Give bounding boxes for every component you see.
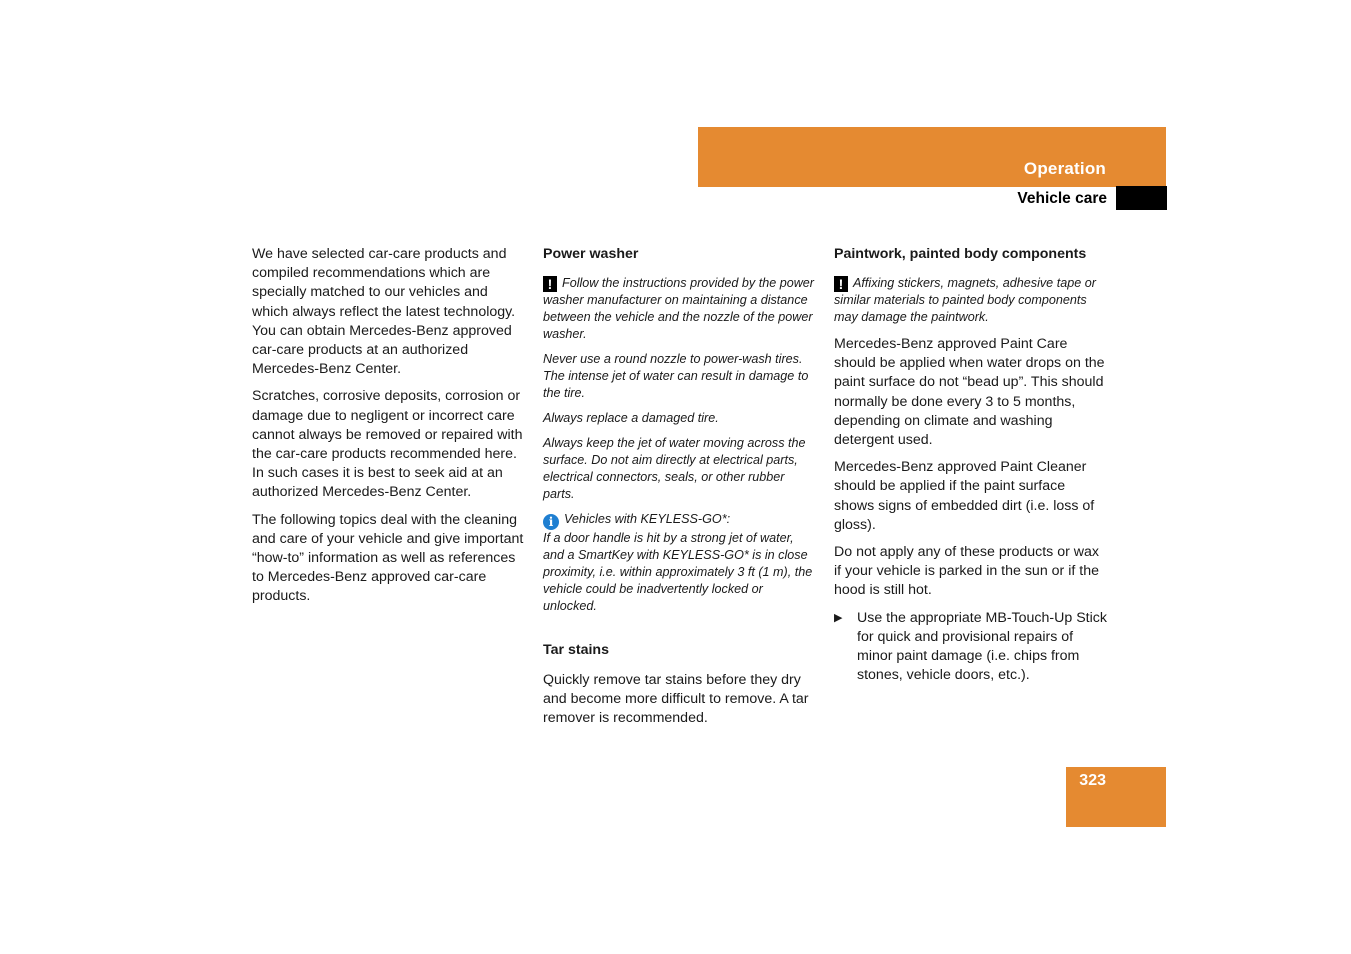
power-washer-heading: Power washer [543,246,639,262]
tar-stains-heading: Tar stains [543,642,609,658]
header-band [698,127,1166,187]
column-paintwork [834,245,1109,685]
info-title: Vehicles with KEYLESS-GO*: [564,512,731,526]
no-wax-paragraph: Do not apply any of these products or wax if your vehicle is parked in the sun or if the hood is still hot. [834,544,1099,599]
scratches-paragraph: Scratches, corrosive deposits, corrosion or damage due to negligent or incorrect care cannot always be removed or repaired with the car-care products recommended here. In such cases it is best to seek aid at an authorized Mercedes-Benz Center. [252,388,523,501]
power-washer-warning [543,275,818,343]
keyless-go-info [543,511,818,615]
paint-care-paragraph: Mercedes-Benz approved Paint Care should be applied when water drops on the paint surface do not “bead up”. This should normally be done every 3 to 5 months, depending on climate and washing detergent used. [834,336,1105,449]
jet-moving-note: Always keep the jet of water moving across the surface. Do not aim directly at electrical parts, electrical connectors, seals, or other rubber parts. [543,436,806,501]
warning-icon: ! [543,276,557,292]
header-tab-marker [1116,186,1167,210]
paintwork-warning [834,275,1109,326]
replace-tire-note: Always replace a damaged tire. [543,411,719,425]
touch-up-bullet [834,609,1109,686]
subsection-title: Vehicle care [1017,190,1107,207]
triangle-bullet-icon: ▶ [834,611,843,624]
paint-cleaner-paragraph: Mercedes-Benz approved Paint Cleaner should be applied if the paint surface shows signs of embedded dirt (i.e. loss of gloss). [834,459,1095,533]
page-number-box [1066,767,1166,827]
section-title: Operation [1023,159,1106,178]
warning-text: Affixing stickers, magnets, adhesive tape or similar materials to painted body components may damage the paintwork. [834,276,1096,324]
paintwork-heading: Paintwork, painted body components [834,246,1087,262]
page-number: 323 [1079,772,1106,789]
column-power-washer [543,245,818,737]
info-text: If a door handle is hit by a strong jet of water, and a SmartKey with KEYLESS-GO* is in close proximity, i.e. within approximately 3 ft (1 m), the vehicle could be inadvertently locked or unlocked. [543,531,813,613]
topics-paragraph: The following topics deal with the cleaning and care of your vehicle and give important “how-to” information as well as references to Mercedes-Benz approved car-care products. [252,511,524,605]
warning-icon: ! [834,276,848,292]
column-intro [252,245,527,615]
bullet-text: Use the appropriate MB-Touch-Up Stick for quick and provisional repairs of minor paint damage (i.e. chips from stones, vehicle doors, etc.). [857,609,1107,684]
tar-stains-text: Quickly remove tar stains before they dry and become more difficult to remove. A tar remover is recommended. [543,672,809,727]
warning-text: Follow the instructions provided by the power washer manufacturer on maintaining a distance between the vehicle and the nozzle of the power washer. [543,276,815,341]
intro-paragraph: We have selected car-care products and compiled recommendations which are specially matched to our vehicles and which always reflect the latest technology. You can obtain Mercedes-Benz approved car-care products at an authorized Mercedes-Benz Center. [252,246,516,378]
round-nozzle-note: Never use a round nozzle to power-wash tires. The intense jet of water can result in damage to the tire. [543,352,809,400]
info-icon: i [543,514,559,530]
